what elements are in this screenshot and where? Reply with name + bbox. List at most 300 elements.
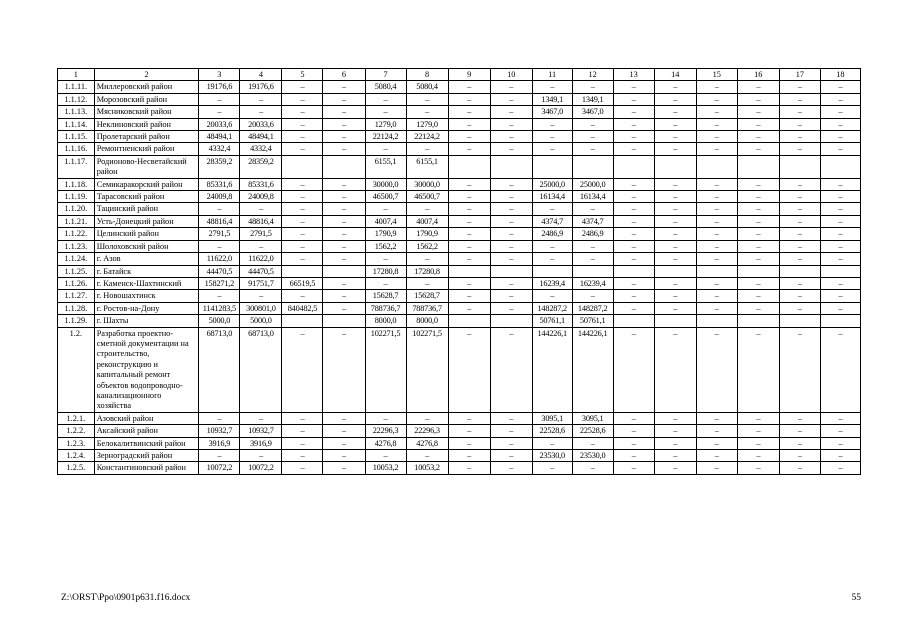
value-cell [532,265,572,277]
table-row [58,290,861,302]
value-cell: – [448,450,490,462]
value-cell: 24009,8 [240,191,282,203]
value-cell: 25000,0 [532,178,572,190]
value-cell: – [282,412,323,424]
value-cell [737,265,779,277]
value-cell: 11622,0 [240,253,282,265]
value-cell: – [737,462,779,474]
value-cell: 3095,1 [572,412,613,424]
table-row [58,277,861,289]
value-cell: – [779,93,820,105]
value-cell: – [406,93,448,105]
row-name-cell: Шолоховский район [94,240,199,252]
value-cell: – [654,253,696,265]
value-cell: – [199,93,240,105]
value-cell: – [654,191,696,203]
value-cell: – [448,302,490,314]
value-cell: – [282,425,323,437]
value-cell: 91751,7 [240,277,282,289]
value-cell: 28359,2 [199,155,240,178]
value-cell [779,265,820,277]
value-cell: 10053,2 [365,462,406,474]
value-cell: 46500,7 [365,191,406,203]
value-cell: 28359,2 [240,155,282,178]
value-cell: 19176,6 [199,81,240,93]
value-cell [737,315,779,327]
value-cell: 2791,5 [240,228,282,240]
value-cell: – [779,425,820,437]
value-cell: – [654,327,696,412]
header-cell: 18 [820,69,860,81]
value-cell: – [365,203,406,215]
table-row [58,131,861,143]
row-name-cell: Зерноградский район [94,450,199,462]
row-number-cell: 1.1.27. [58,290,95,302]
value-cell: – [490,437,532,449]
value-cell: – [613,215,654,227]
row-name-cell: г. Батайск [94,265,199,277]
value-cell: 17280,8 [365,265,406,277]
row-number-cell: 1.1.15. [58,131,95,143]
value-cell: 4332,4 [240,143,282,155]
row-number-cell: 1.1.23. [58,240,95,252]
value-cell: – [820,412,860,424]
value-cell: – [654,178,696,190]
row-name-cell: Пролетарский район [94,131,199,143]
value-cell: 50761,1 [532,315,572,327]
value-cell: – [613,93,654,105]
value-cell: – [696,253,737,265]
value-cell: – [779,412,820,424]
value-cell: – [282,228,323,240]
value-cell: 25000,0 [572,178,613,190]
value-cell: – [696,191,737,203]
value-cell: 300801,0 [240,302,282,314]
value-cell: – [654,277,696,289]
value-cell [696,155,737,178]
value-cell: – [820,450,860,462]
value-cell: – [572,253,613,265]
value-cell: – [572,462,613,474]
value-cell: 1279,0 [365,118,406,130]
table-row [58,178,861,190]
value-cell: – [448,203,490,215]
value-cell: – [323,290,365,302]
value-cell: – [572,143,613,155]
value-cell: – [490,462,532,474]
value-cell: – [282,215,323,227]
value-cell: – [696,290,737,302]
value-cell: – [613,425,654,437]
value-cell: 5080,4 [365,81,406,93]
budget-table [57,68,861,475]
row-number-cell: 1.2.2. [58,425,95,437]
header-cell: 15 [696,69,737,81]
value-cell: – [779,450,820,462]
value-cell: – [532,437,572,449]
value-cell: – [613,462,654,474]
value-cell: – [654,450,696,462]
value-cell: – [613,106,654,118]
row-number-cell: 1.1.11. [58,81,95,93]
value-cell: – [820,81,860,93]
value-cell: – [779,203,820,215]
row-name-cell: Родионово-Несветайский район [94,155,199,178]
value-cell [696,265,737,277]
value-cell: – [696,228,737,240]
value-cell: – [199,450,240,462]
row-number-cell: 1.2. [58,327,95,412]
value-cell: 3095,1 [532,412,572,424]
value-cell: – [448,327,490,412]
value-cell: 50761,1 [572,315,613,327]
value-cell: 23530,0 [572,450,613,462]
value-cell: – [572,81,613,93]
value-cell [654,155,696,178]
value-cell: 788736,7 [406,302,448,314]
value-cell: – [448,106,490,118]
value-cell [282,155,323,178]
value-cell: – [696,106,737,118]
value-cell: – [654,462,696,474]
value-cell: 48816,4 [240,215,282,227]
value-cell: – [613,302,654,314]
value-cell: – [323,191,365,203]
table-row [58,155,861,178]
value-cell: – [737,143,779,155]
header-cell: 6 [323,69,365,81]
value-cell: – [654,412,696,424]
value-cell: – [282,131,323,143]
table-body [58,69,861,475]
value-cell: – [696,81,737,93]
value-cell: 66519,5 [282,277,323,289]
value-cell: – [490,131,532,143]
value-cell: – [282,106,323,118]
value-cell: 102271,5 [406,327,448,412]
value-cell: – [779,178,820,190]
value-cell: – [779,327,820,412]
value-cell: – [696,412,737,424]
value-cell [323,155,365,178]
table-row [58,253,861,265]
value-cell: – [323,240,365,252]
row-number-cell: 1.1.12. [58,93,95,105]
value-cell: – [406,143,448,155]
value-cell: – [696,277,737,289]
value-cell: – [282,450,323,462]
value-cell: 3467,0 [532,106,572,118]
value-cell: – [448,191,490,203]
value-cell [282,265,323,277]
row-number-cell: 1.1.14. [58,118,95,130]
row-name-cell: Тарасовский район [94,191,199,203]
value-cell: – [365,93,406,105]
value-cell: 1349,1 [532,93,572,105]
value-cell: – [532,462,572,474]
row-number-cell: 1.1.20. [58,203,95,215]
table-row [58,265,861,277]
value-cell: – [737,81,779,93]
value-cell: 4374,7 [572,215,613,227]
value-cell: – [737,450,779,462]
header-cell: 11 [532,69,572,81]
value-cell: – [532,118,572,130]
value-cell: – [448,277,490,289]
value-cell: – [737,253,779,265]
value-cell: – [282,93,323,105]
value-cell: – [532,81,572,93]
value-cell: – [654,302,696,314]
header-cell: 16 [737,69,779,81]
value-cell: – [282,81,323,93]
value-cell: – [282,118,323,130]
value-cell: 4276,8 [365,437,406,449]
row-name-cell: г. Каменск-Шахтинский [94,277,199,289]
table-row [58,203,861,215]
value-cell: 85331,6 [240,178,282,190]
value-cell: – [820,203,860,215]
value-cell: – [572,131,613,143]
value-cell: – [282,240,323,252]
header-cell: 14 [654,69,696,81]
table-row [58,191,861,203]
value-cell: 158271,2 [199,277,240,289]
table-row [58,106,861,118]
value-cell: – [323,203,365,215]
value-cell: 2486,9 [572,228,613,240]
value-cell: 16134,4 [572,191,613,203]
value-cell: – [779,462,820,474]
table-row [58,437,861,449]
value-cell: – [737,302,779,314]
value-cell: – [820,437,860,449]
value-cell [323,315,365,327]
value-cell: 2791,5 [199,228,240,240]
value-cell: 20033,6 [199,118,240,130]
value-cell: – [448,412,490,424]
value-cell [572,155,613,178]
value-cell: 10053,2 [406,462,448,474]
value-cell: 16134,4 [532,191,572,203]
value-cell: – [448,462,490,474]
value-cell: – [323,302,365,314]
value-cell: 144226,1 [532,327,572,412]
value-cell: – [613,178,654,190]
value-cell: – [532,240,572,252]
value-cell: – [490,290,532,302]
value-cell: – [323,131,365,143]
value-cell: – [737,437,779,449]
value-cell: – [448,228,490,240]
value-cell: – [696,425,737,437]
value-cell: – [448,437,490,449]
value-cell: – [490,143,532,155]
value-cell: 11622,0 [199,253,240,265]
header-cell: 5 [282,69,323,81]
value-cell: – [737,240,779,252]
value-cell: 3916,9 [199,437,240,449]
value-cell [448,155,490,178]
value-cell: – [323,462,365,474]
value-cell [613,315,654,327]
value-cell: 85331,6 [199,178,240,190]
value-cell: – [613,131,654,143]
value-cell: – [613,290,654,302]
row-name-cell: Азовский район [94,412,199,424]
value-cell: – [323,425,365,437]
value-cell [737,155,779,178]
value-cell: – [532,131,572,143]
table-row [58,315,861,327]
value-cell: – [613,143,654,155]
footer-file-path: Z:\ORST\Ppo\0901p631.f16.docx [61,593,191,603]
value-cell: – [323,106,365,118]
value-cell: – [696,93,737,105]
value-cell [820,265,860,277]
table-row [58,215,861,227]
value-cell: – [696,203,737,215]
value-cell: – [779,437,820,449]
value-cell: 44470,5 [199,265,240,277]
value-cell: 1790,9 [406,228,448,240]
value-cell [282,315,323,327]
value-cell: – [820,302,860,314]
footer-page-number: 55 [851,593,861,603]
value-cell: 68713,0 [240,327,282,412]
value-cell: – [240,203,282,215]
value-cell: – [448,425,490,437]
value-cell: 48816,4 [199,215,240,227]
value-cell: – [448,118,490,130]
row-name-cell: г. Новошахтинск [94,290,199,302]
value-cell: – [282,178,323,190]
value-cell: 15628,7 [365,290,406,302]
value-cell: – [406,450,448,462]
value-cell: – [572,118,613,130]
value-cell: 46500,7 [406,191,448,203]
value-cell: – [696,240,737,252]
row-name-cell: Ремонтненский район [94,143,199,155]
value-cell: – [654,215,696,227]
value-cell: – [779,131,820,143]
value-cell: 788736,7 [365,302,406,314]
value-cell: 22124,2 [406,131,448,143]
row-number-cell: 1.1.25. [58,265,95,277]
value-cell: – [737,277,779,289]
row-number-cell: 1.1.21. [58,215,95,227]
value-cell: 1279,0 [406,118,448,130]
value-cell: – [490,93,532,105]
value-cell: – [199,412,240,424]
table-row [58,143,861,155]
value-cell: – [613,203,654,215]
value-cell: – [654,203,696,215]
value-cell: – [779,215,820,227]
value-cell: – [448,93,490,105]
row-name-cell: г. Шахты [94,315,199,327]
value-cell: 23530,0 [532,450,572,462]
value-cell: – [323,118,365,130]
value-cell: 1141283,5 [199,302,240,314]
value-cell: 1349,1 [572,93,613,105]
value-cell: 6155,1 [365,155,406,178]
row-number-cell: 1.1.28. [58,302,95,314]
value-cell [490,265,532,277]
value-cell: – [323,93,365,105]
value-cell: – [199,290,240,302]
value-cell: 5000,0 [240,315,282,327]
value-cell [490,155,532,178]
row-number-cell: 1.1.18. [58,178,95,190]
value-cell: 30000,0 [406,178,448,190]
header-cell: 2 [94,69,199,81]
value-cell [779,155,820,178]
value-cell: – [613,437,654,449]
table-row [58,240,861,252]
value-cell: – [696,215,737,227]
value-cell: – [490,302,532,314]
table-row [58,93,861,105]
value-cell [448,315,490,327]
value-cell: – [323,215,365,227]
value-cell: – [696,178,737,190]
row-name-cell: Морозовский район [94,93,199,105]
table-row [58,118,861,130]
value-cell: – [448,240,490,252]
value-cell: 1562,2 [365,240,406,252]
value-cell: – [737,327,779,412]
value-cell: – [654,425,696,437]
value-cell: – [323,253,365,265]
value-cell: – [490,118,532,130]
value-cell: 3467,0 [572,106,613,118]
value-cell [448,265,490,277]
header-cell: 7 [365,69,406,81]
value-cell: 148287,2 [532,302,572,314]
header-cell: 13 [613,69,654,81]
value-cell: – [490,203,532,215]
value-cell: – [737,118,779,130]
row-number-cell: 1.2.3. [58,437,95,449]
value-cell: – [820,215,860,227]
value-cell: – [323,412,365,424]
value-cell: – [490,450,532,462]
value-cell: – [820,143,860,155]
value-cell: – [448,290,490,302]
value-cell: – [613,81,654,93]
value-cell: – [490,240,532,252]
row-number-cell: 1.1.19. [58,191,95,203]
value-cell: – [323,450,365,462]
value-cell: – [323,81,365,93]
table-row [58,327,861,412]
value-cell: – [696,437,737,449]
value-cell [613,155,654,178]
value-cell: 22296,3 [365,425,406,437]
value-cell: – [820,118,860,130]
value-cell: – [613,412,654,424]
value-cell: 22296,3 [406,425,448,437]
header-cell: 3 [199,69,240,81]
value-cell: – [282,437,323,449]
value-cell: – [696,302,737,314]
value-cell: – [820,290,860,302]
value-cell: – [613,253,654,265]
value-cell: – [199,106,240,118]
value-cell: – [820,93,860,105]
value-cell: – [779,228,820,240]
